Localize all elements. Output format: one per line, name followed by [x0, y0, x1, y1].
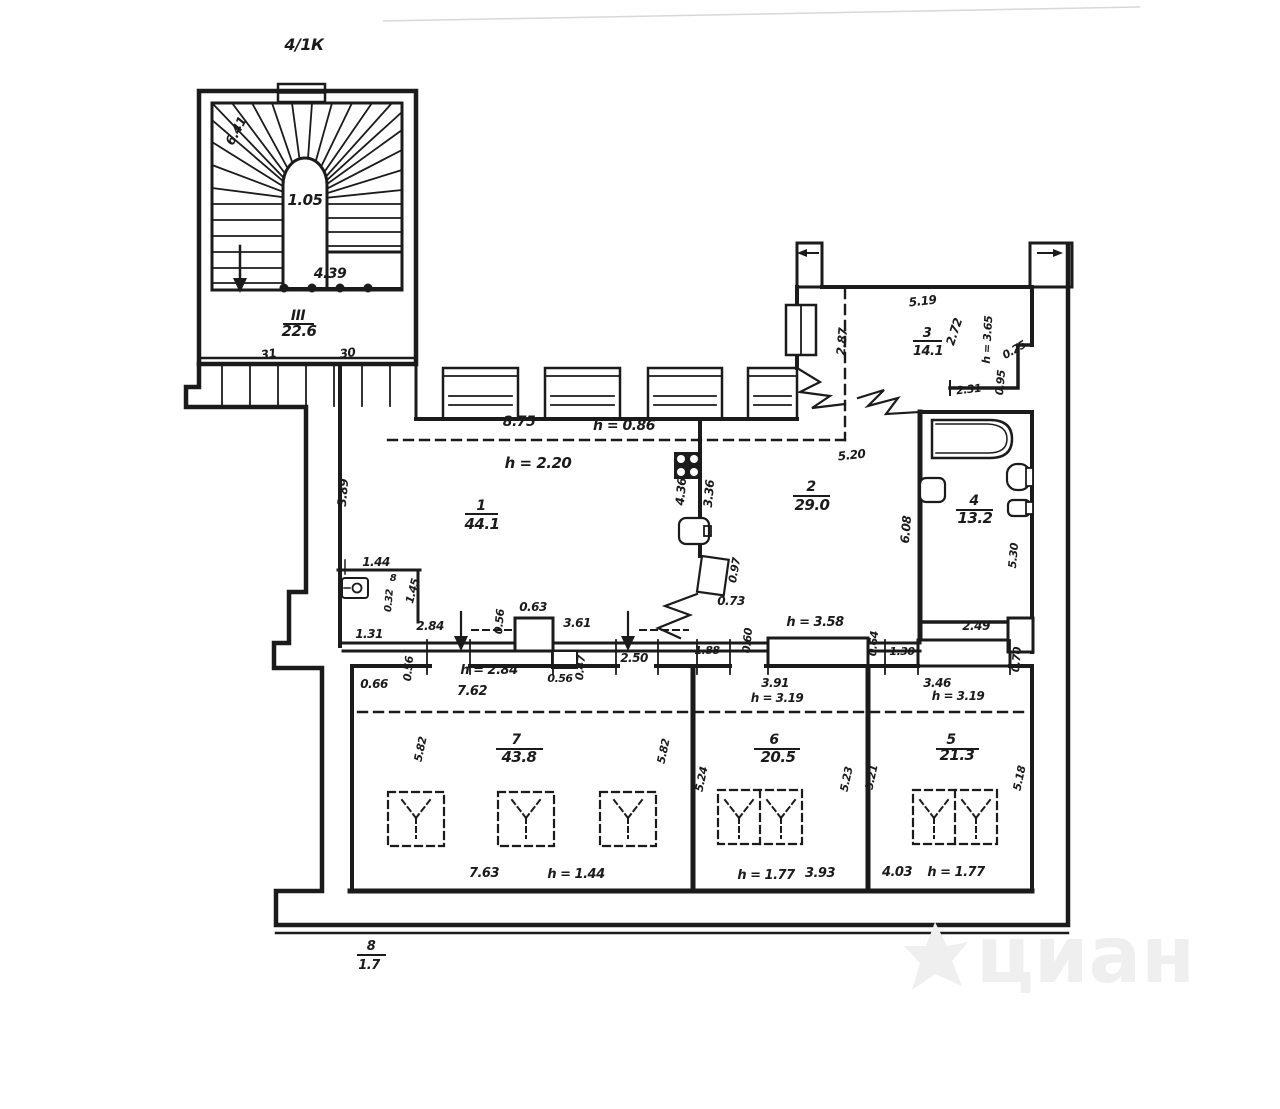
stair-right-treads — [327, 204, 402, 246]
dim-label: h = 3.65 — [979, 315, 996, 365]
dim-label: 5.24 — [692, 765, 711, 793]
break-line — [797, 368, 845, 408]
bathroom-sink-icon — [920, 478, 945, 502]
dim-label: 3.36 — [700, 479, 718, 509]
window — [768, 638, 868, 666]
dim-label: 31 — [259, 346, 278, 363]
dim-label: 0.64 — [865, 630, 882, 657]
stair-left-treads — [212, 204, 283, 283]
room-label: 8 — [366, 939, 376, 954]
door-leaf — [697, 556, 729, 595]
dim-label: h = 3.19 — [750, 691, 804, 705]
dim-label: h = 3.19 — [931, 689, 985, 703]
room-label: 14.1 — [912, 344, 944, 359]
dim-label: 0.56 — [491, 608, 508, 635]
window — [918, 640, 1010, 666]
room-label: 4 — [969, 493, 979, 509]
room-label: 22.6 — [281, 322, 317, 340]
watermark-text: циан — [976, 911, 1195, 1001]
dim-label: 6.41 — [223, 114, 251, 149]
room-label: 5 — [946, 732, 956, 748]
dim-label: 8.75 — [502, 414, 536, 430]
dim-label: 1.88 — [694, 644, 720, 657]
dim-label: h = 2.20 — [504, 454, 572, 472]
dim-label: 0.56 — [547, 672, 573, 685]
dim-label: 2.72 — [943, 316, 966, 348]
dim-label: 7.62 — [456, 684, 488, 699]
dim-label: 3.91 — [761, 676, 789, 690]
dim-label: 0.63 — [519, 600, 547, 614]
dim-label: 2.84 — [416, 619, 444, 633]
dim-label: 1.45 — [403, 577, 423, 605]
dim-label: 4.39 — [313, 266, 347, 282]
building-label: 4/1К — [284, 35, 324, 54]
dim-label: 2.87 — [833, 327, 851, 357]
roof-stack-right — [1030, 243, 1072, 287]
dim-label: 3.93 — [804, 866, 836, 881]
dim-label: 30 — [338, 345, 357, 362]
room-label: 44.1 — [464, 515, 500, 533]
dim-label: 5.21 — [862, 763, 881, 791]
dim-label: 3.89 — [334, 478, 352, 508]
dim-label: 0.66 — [360, 677, 388, 691]
break-line — [658, 594, 697, 638]
dim-label: 0.97 — [725, 556, 744, 584]
watermark-icon — [902, 916, 968, 996]
dim-label: 6.08 — [897, 515, 915, 545]
dim-label: h = 0.86 — [593, 418, 655, 434]
break-line — [858, 390, 920, 414]
dim-label: 0.47 — [572, 654, 589, 681]
dim-label: 0.25 — [1000, 338, 1029, 362]
roof-stack-left — [797, 243, 822, 287]
dim-label: h = 1.77 — [737, 868, 795, 883]
facade-window-ticks — [222, 364, 390, 406]
dim-label: 2.49 — [962, 619, 990, 633]
dim-label: 4.36 — [672, 477, 690, 507]
dim-label: 0.32 — [383, 589, 396, 613]
dim-label: 1.44 — [362, 555, 390, 569]
room-label: 7 — [511, 732, 521, 748]
dim-label: h = 1.44 — [547, 867, 605, 882]
dim-label: 5.19 — [908, 292, 938, 310]
room-label: III — [290, 308, 306, 324]
dim-label: 0.70 — [1008, 646, 1025, 673]
room-label: 1 — [476, 498, 486, 514]
dim-label: 0.95 — [992, 369, 1009, 396]
dim-label: h = 2.84 — [460, 663, 518, 678]
labels-layer — [223, 35, 1029, 973]
dim-label: 2.31 — [955, 381, 982, 398]
dim-label: h = 3.58 — [786, 615, 844, 630]
room-label: 29.0 — [794, 496, 830, 514]
room-label: 6 — [769, 732, 779, 748]
dim-label: 7.63 — [468, 866, 500, 881]
dim-label: h = 1.77 — [927, 865, 985, 880]
scan-artifact-line — [383, 7, 1140, 21]
dim-label: 5.18 — [1010, 764, 1029, 792]
room-label: 1.7 — [358, 958, 380, 973]
dim-label: 5.30 — [1005, 542, 1022, 569]
dim-label: 3.46 — [923, 676, 951, 690]
dim-label: 1.05 — [287, 191, 323, 209]
stove-icon — [674, 452, 701, 479]
dim-label: 5.82 — [411, 735, 430, 763]
dim-label: 1.30 — [889, 645, 915, 658]
dim-label: 2.50 — [620, 651, 648, 665]
dim-label: 0.73 — [717, 594, 745, 608]
room-label: 21.3 — [939, 746, 975, 764]
window-wall — [416, 368, 797, 419]
duct-box — [515, 618, 553, 651]
dim-label: 0.60 — [739, 627, 756, 654]
room-label: 20.5 — [760, 748, 796, 766]
dim-label: 0.56 — [400, 655, 417, 682]
dim-label: 4.03 — [881, 865, 913, 880]
dim-label: 3.61 — [563, 616, 591, 630]
dim-label: 1.31 — [355, 627, 383, 641]
dim-label: 5.82 — [654, 737, 673, 765]
watermark-logo — [902, 911, 1195, 1001]
lower-rooms — [350, 666, 1032, 891]
room-label: 2 — [806, 479, 816, 495]
dim-label: 5.20 — [837, 446, 867, 464]
room-label: 13.2 — [957, 509, 993, 527]
room-label: 3 — [922, 326, 932, 341]
dim-label: 5.23 — [837, 765, 856, 793]
dim-label: 8 — [389, 573, 397, 584]
room-label: 43.8 — [501, 748, 537, 766]
